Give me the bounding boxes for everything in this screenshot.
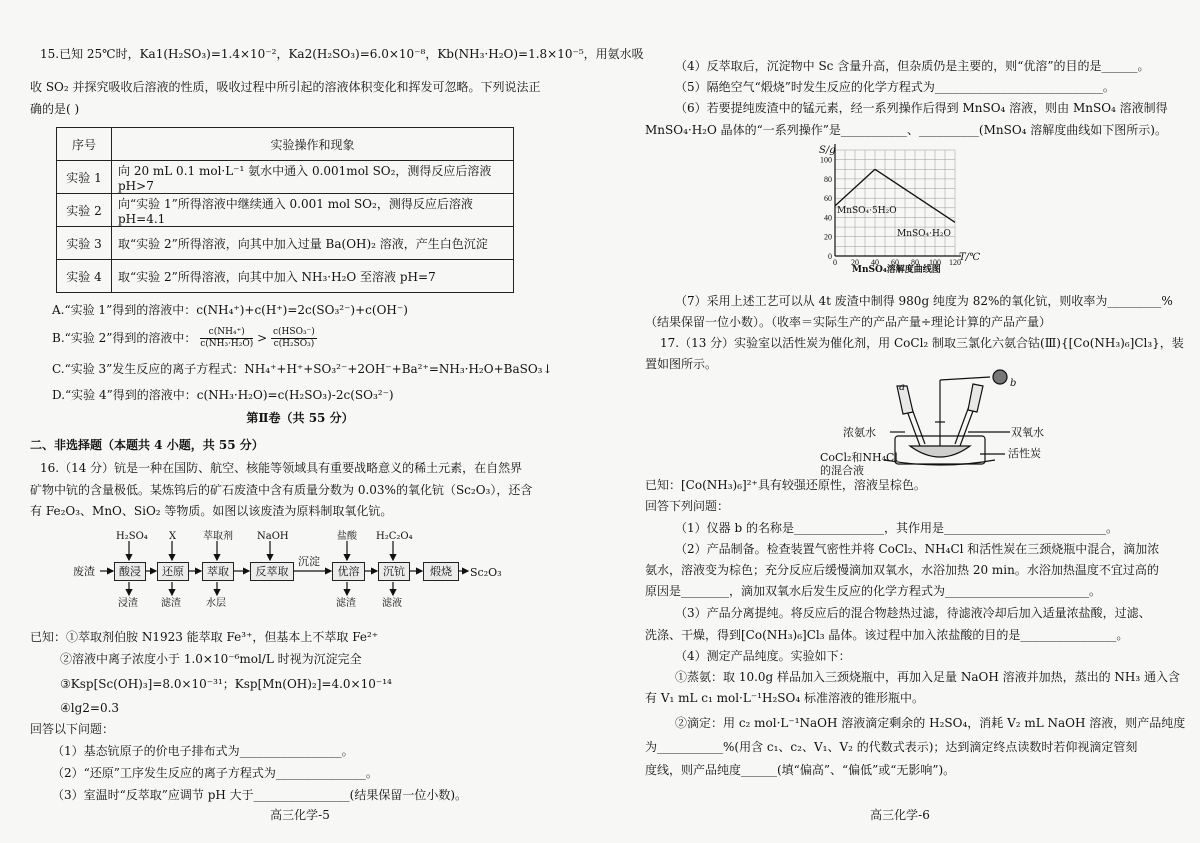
q16-part-3: （3）室温时“反萃取”应调节 pH 大于________________(结果保留一位小数)。 bbox=[52, 788, 468, 802]
fraction bbox=[271, 327, 317, 350]
q16-known-1: 已知：①萃取剂伯胺 N1923 能萃取 Fe³⁺，但基本上不萃取 Fe²⁺ bbox=[30, 630, 379, 644]
table-header-cell: 实验操作和现象 bbox=[112, 128, 514, 161]
fraction-numerator: c(NH₄⁺) bbox=[200, 327, 253, 339]
flow-step-precipitate-sc: 沉钪 bbox=[378, 562, 410, 581]
q16-part-1: （1）基态钪原子的价电子排布式为_________________。 bbox=[52, 744, 354, 758]
q17-step-1-line-1: ①蒸氨：取 10.0g 样品加入三颈烧瓶中，再加入足量 NaOH 溶液并加热，蒸出的 NH₃ 通入含 bbox=[675, 670, 1181, 684]
right-page bbox=[600, 0, 1200, 843]
q17-part-2-line-3: 原因是________，滴加双氧水后发生反应的化学方程式为________________________。 bbox=[645, 584, 1102, 598]
table-cell: 实验 4 bbox=[57, 260, 112, 293]
part-2-title: 第Ⅱ卷（共 55 分） bbox=[246, 411, 354, 425]
flow-product: Sc₂O₃ bbox=[470, 566, 502, 579]
flow-input-extractant: 萃取剂 bbox=[203, 531, 233, 542]
fraction-numerator: c(HSO₃⁻) bbox=[273, 327, 315, 337]
flow-step-dissolve: 优溶 bbox=[332, 562, 365, 581]
table-cell: 向 20 mL 0.1 mol·L⁻¹ 氨水中通入 0.001mol SO₂，测得反应后溶液 pH>7 bbox=[112, 161, 514, 194]
flow-step-calcine: 煅烧 bbox=[423, 562, 459, 581]
q17-stem-line-1: 17.（13 分）实验室以活性炭为催化剂，用 CoCl₂ 制取三氯化六氨合钴(Ⅲ){[Co(NH₃)₆]Cl₃}，装 bbox=[660, 336, 1184, 350]
flow-arrow-label: 沉淀 bbox=[298, 555, 320, 568]
table-cell: 实验 1 bbox=[57, 161, 112, 194]
flow-input-hcl: 盐酸 bbox=[337, 531, 357, 542]
apparatus-mixture-line-1: CoCl₂和NH₄Cl bbox=[820, 451, 898, 464]
flow-step-back-extract: 反萃取 bbox=[250, 562, 294, 581]
table-cell: 实验 3 bbox=[57, 227, 112, 260]
apparatus-label-a: a bbox=[899, 382, 905, 393]
q17-intro: 回答下列问题： bbox=[645, 499, 730, 513]
q16-stem-line-1: 16.（14 分）钪是一种在国防、航空、核能等领域具有重要战略意义的稀土元素，在自然界 bbox=[40, 461, 523, 475]
chart-y-axis-label: S/g bbox=[819, 145, 836, 156]
chart-caption: MnSO₄溶解度曲线图 bbox=[852, 265, 941, 275]
apparatus-mixture-line-2: 的混合液 bbox=[820, 464, 864, 477]
chart-y-tick-label: 100 bbox=[820, 155, 832, 165]
q15-stem-line-3: 确的是( ) bbox=[30, 102, 80, 116]
q16-part-5: （5）隔绝空气“煅烧”时发生反应的化学方程式为____________________________。 bbox=[675, 80, 1115, 94]
q16-part-7-line-2: （结果保留一位小数）。（收率＝实际生产的产品产量÷理论计算的产品产量） bbox=[645, 315, 1052, 329]
chart-y-tick-label: 0 bbox=[828, 252, 832, 261]
fraction-denominator: c(H₂SO₃) bbox=[273, 339, 315, 349]
experiment-table bbox=[56, 127, 514, 293]
q17-part-1: （1）仪器 b 的名称是_______________，其作用是___________________________。 bbox=[675, 521, 1118, 535]
table-cell: 向“实验 1”所得溶液中继续通入 0.001 mol SO₂，测得反应后溶液 pH=4.1 bbox=[112, 194, 514, 227]
chart-y-tick-label: 20 bbox=[824, 232, 832, 242]
q16-known-4: ④lg2=0.3 bbox=[60, 701, 120, 715]
q16-part-6-line-2: MnSO₄·H₂O 晶体的“一系列操作”是___________、__________(MnSO₄ 溶解度曲线如下图所示)。 bbox=[645, 123, 1167, 137]
q15-option-d: D.“实验 4”得到的溶液中：c(NH₃·H₂O)=c(H₂SO₃)-2c(SO₃²⁻) bbox=[52, 388, 394, 402]
q16-part-2: （2）“还原”工序发生反应的离子方程式为_______________。 bbox=[52, 766, 378, 780]
apparatus-activated-carbon: 活性炭 bbox=[1008, 447, 1041, 460]
flow-output-leach-residue: 浸渣 bbox=[118, 598, 138, 609]
q17-step-2-line-2: 为___________%(用含 c₁、c₂、V₁、V₂ 的代数式表示)；达到滴定终点读数时若仰视滴定管刻 bbox=[645, 740, 1138, 754]
flow-step-extract: 萃取 bbox=[202, 562, 234, 581]
chart-x-tick-label: 0 bbox=[833, 258, 837, 267]
q16-part-4: （4）反萃取后，沉淀物中 Sc 含量升高，但杂质仍是主要的，则“优溶”的目的是______。 bbox=[675, 59, 1150, 73]
table-row bbox=[57, 194, 514, 227]
table-cell: 实验 2 bbox=[57, 194, 112, 227]
flow-output-filtrate: 滤液 bbox=[382, 598, 402, 609]
flow-step-acid-leach: 酸浸 bbox=[114, 562, 146, 581]
q16-known-3: ③Ksp[Sc(OH)₃]=8.0×10⁻³¹；Ksp[Mn(OH)₂]=4.0×10⁻¹⁴ bbox=[60, 677, 392, 691]
apparatus-conc-ammonia: 浓氨水 bbox=[843, 426, 876, 439]
q15-stem-line-2: 收 SO₂ 并探究吸收后溶液的性质，吸收过程中所引起的溶液体积变化和挥发可忽略。下列说法正 bbox=[30, 80, 541, 94]
q16-part-7-line-1: （7）采用上述工艺可以从 4t 废渣中制得 980g 纯度为 82%的氧化钪，则收率为_________% bbox=[675, 294, 1173, 308]
q17-known: 已知：[Co(NH₃)₆]²⁺具有较强还原性，溶液呈棕色。 bbox=[645, 478, 926, 492]
q16-known-2: ②溶液中离子浓度小于 1.0×10⁻⁶mol/L 时视为沉淀完全 bbox=[60, 652, 362, 666]
flow-start-waste: 废渣 bbox=[73, 565, 95, 578]
chart-y-tick-label: 80 bbox=[824, 174, 832, 184]
chart-x-tick-label: 60 bbox=[891, 258, 899, 267]
chart-x-axis-label: T/℃ bbox=[959, 252, 981, 263]
apparatus-label-b: b bbox=[1010, 378, 1017, 389]
table-row bbox=[57, 227, 514, 260]
q16-part-6-line-1: （6）若要提纯废渣中的锰元素，经一系列操作后得到 MnSO₄ 溶液，则由 MnSO₄ 溶液制得 bbox=[675, 101, 1168, 115]
q16-answer-intro: 回答以下问题： bbox=[30, 722, 115, 736]
fraction bbox=[200, 327, 253, 350]
table-cell: 取“实验 2”所得溶液，向其中加入 NH₃·H₂O 至溶液 pH=7 bbox=[112, 260, 514, 293]
q17-stem-line-2: 置如图所示。 bbox=[645, 357, 718, 371]
q17-part-3-line-2: 洗涤、干燥，得到[Co(NH₃)₆]Cl₃ 晶体。该过程中加入浓盐酸的目的是________________。 bbox=[645, 628, 1129, 642]
page-footer-right: 高三化学-6 bbox=[870, 808, 930, 822]
page-footer-left: 高三化学-5 bbox=[270, 808, 330, 822]
q15-option-a: A.“实验 1”得到的溶液中：c(NH₄⁺)+c(H⁺)=2c(SO₃²⁻)+c(OH⁻) bbox=[52, 303, 408, 317]
flow-output-aqueous-layer: 水层 bbox=[206, 598, 226, 609]
table-row bbox=[57, 260, 514, 293]
chart-x-tick-label: 80 bbox=[911, 258, 919, 267]
flow-input-h2c2o4: H₂C₂O₄ bbox=[376, 531, 413, 542]
chart-x-tick-label: 40 bbox=[871, 258, 879, 267]
flow-step-reduce: 还原 bbox=[157, 562, 189, 581]
chart-series-label-1: MnSO₄·5H₂O bbox=[837, 206, 897, 216]
q15-stem-line-1: 15.已知 25℃时，Ka1(H₂SO₃)=1.4×10⁻²，Ka2(H₂SO₃)=6.0×10⁻⁸，Kb(NH₃·H₂O)=1.8×10⁻⁵，用氨水吸 bbox=[40, 47, 644, 61]
q15-option-b-prefix: B.“实验 2”得到的溶液中： bbox=[52, 331, 197, 345]
chart-y-tick-label: 60 bbox=[824, 194, 832, 204]
chart-series-label-2: MnSO₄·H₂O bbox=[897, 229, 951, 239]
chart-x-tick-label: 20 bbox=[851, 258, 859, 267]
flow-input-x: X bbox=[169, 531, 177, 542]
q16-stem-line-2: 矿物中钪的含量极低。某炼钨后的矿石废渣中含有质量分数为 0.03%的氧化钪（Sc₂O₃），还含 bbox=[30, 483, 533, 497]
section-2-heading: 二、非选择题（本题共 4 小题，共 55 分） bbox=[30, 438, 264, 452]
flow-input-h2so4: H₂SO₄ bbox=[116, 531, 148, 542]
q15-option-c: C.“实验 3”发生反应的离子方程式：NH₄⁺+H⁺+SO₃²⁻+2OH⁻+Ba²⁺=NH₃·H₂O+BaSO₃↓ bbox=[52, 362, 553, 376]
flow-output-filter-residue-2: 滤渣 bbox=[336, 598, 356, 609]
q17-part-2-line-1: （2）产品制备。检查装置气密性并将 CoCl₂、NH₄Cl 和活性炭在三颈烧瓶中混合，滴加浓 bbox=[675, 542, 1160, 556]
chart-x-tick-label: 100 bbox=[929, 258, 941, 267]
flow-input-naoh: NaOH bbox=[257, 531, 289, 542]
flow-output-filter-residue: 滤渣 bbox=[161, 598, 181, 609]
q16-stem-line-3: 有 Fe₂O₃、MnO、SiO₂ 等物质。如图以该废渣为原料制取氧化钪。 bbox=[30, 504, 393, 518]
fraction-denominator: c(NH₃·H₂O) bbox=[200, 339, 254, 349]
q17-step-1-line-2: 有 V₁ mL c₁ mol·L⁻¹H₂SO₄ 标准溶液的锥形瓶中。 bbox=[645, 691, 924, 705]
table-cell: 取“实验 2”所得溶液，向其中加入过量 Ba(OH)₂ 溶液，产生白色沉淀 bbox=[112, 227, 514, 260]
apparatus-h2o2: 双氧水 bbox=[1011, 426, 1044, 439]
comparison-operator: > bbox=[257, 331, 268, 345]
chart-y-tick-label: 40 bbox=[824, 213, 832, 223]
q17-step-2-line-3: 度线，则产品纯度______(填“偏高”、“偏低”或“无影响”)。 bbox=[645, 763, 956, 777]
q15-option-b bbox=[52, 323, 317, 353]
q17-part-4: （4）测定产品纯度。实验如下： bbox=[675, 649, 851, 663]
q17-part-2-line-2: 氨水，溶液变为棕色；充分反应后缓慢滴加双氧水，水浴加热 20 min。水浴加热温度不宜过高的 bbox=[645, 563, 1159, 577]
table-row bbox=[57, 161, 514, 194]
table-header-row bbox=[57, 128, 514, 161]
q17-part-3-line-1: （3）产品分离提纯。将反应后的混合物趁热过滤，待滤液冷却后加入适量浓盐酸，过滤、 bbox=[675, 606, 1151, 620]
q17-step-2-line-1: ②滴定：用 c₂ mol·L⁻¹NaOH 溶液滴定剩余的 H₂SO₄，消耗 V₂ mL NaOH 溶液，则产品纯度 bbox=[675, 716, 1186, 730]
chart-x-tick-label: 120 bbox=[949, 258, 961, 267]
table-header-cell: 序号 bbox=[57, 128, 112, 161]
